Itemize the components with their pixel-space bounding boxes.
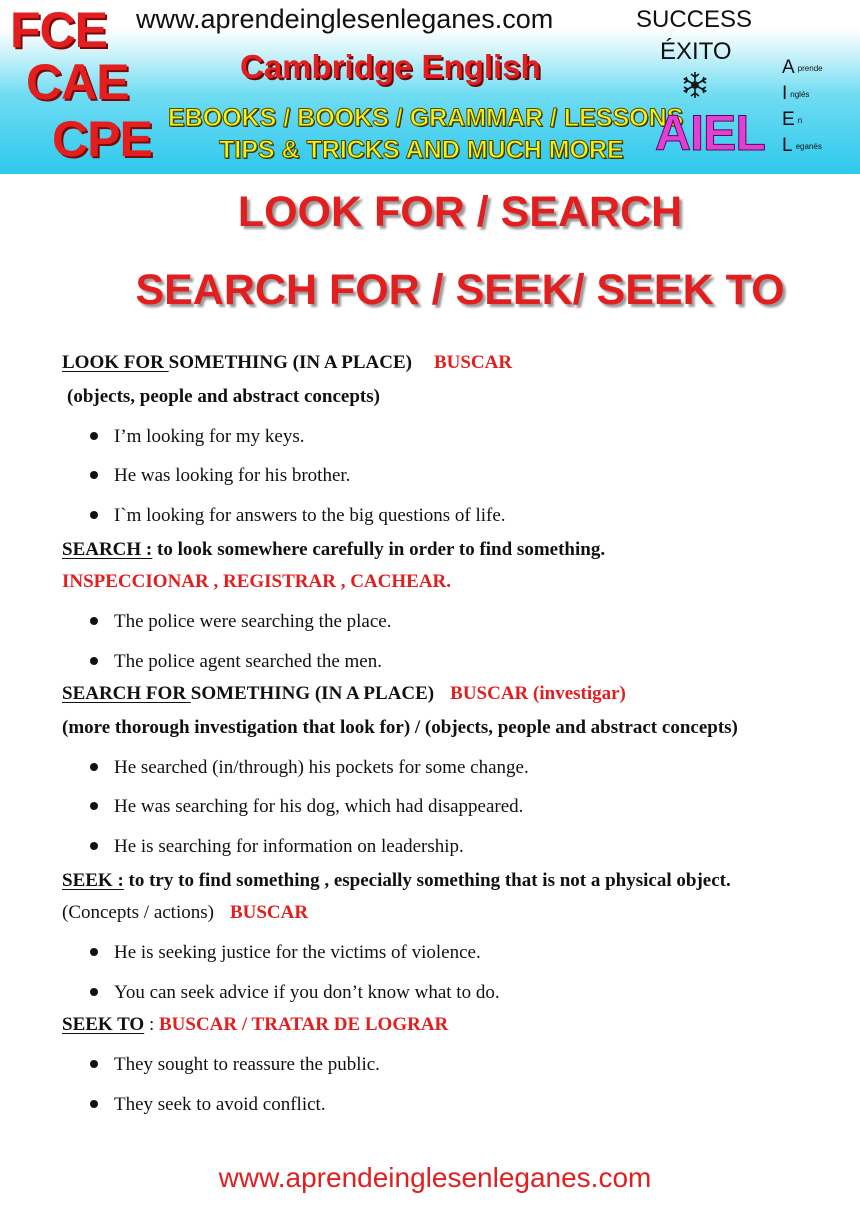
list-item: They seek to avoid conflict. xyxy=(90,1095,326,1114)
list-item: I’m looking for my keys. xyxy=(90,427,305,446)
search-for-note: (more thorough investigation that look for) / (objects, people and abstract concepts) xyxy=(62,717,738,738)
page-subtitle: SEARCH FOR / SEEK/ SEEK TO xyxy=(135,266,785,314)
cambridge-english-title: Cambridge English xyxy=(240,48,541,85)
list-item: I`m looking for answers to the big questions of life. xyxy=(90,506,506,525)
list-item: You can seek advice if you don’t know what to do. xyxy=(90,983,500,1002)
list-item: He is searching for information on leadership. xyxy=(90,837,464,856)
list-item: He is seeking justice for the victims of violence. xyxy=(90,943,481,962)
search-for-heading: SEARCH FOR SOMETHING (IN A PLACE) BUSCAR (investigar) xyxy=(62,683,626,704)
banner-tagline-2: TIPS & TRICKS AND MUCH MORE xyxy=(219,136,624,164)
search-heading: SEARCH : to look somewhere carefully in order to find something. xyxy=(62,539,606,560)
list-item: He was searching for his dog, which had disappeared. xyxy=(90,797,523,816)
exam-cpe-label: CPE xyxy=(52,111,152,167)
seek-heading: SEEK : to try to find something , especially something that is not a physical object. xyxy=(62,870,731,891)
acronym-line: Aprende xyxy=(782,57,823,78)
header-banner xyxy=(0,0,860,174)
snowflake-icon xyxy=(680,70,710,100)
acronym-line: Inglés xyxy=(782,83,810,104)
look-for-heading: LOOK FOR SOMETHING (IN A PLACE) BUSCAR xyxy=(62,352,513,373)
list-item: They sought to reassure the public. xyxy=(90,1055,380,1074)
exam-cae-label: CAE xyxy=(26,54,129,110)
seek-note: (Concepts / actions) BUSCAR xyxy=(62,902,309,923)
acronym-line: En xyxy=(782,109,803,130)
look-for-note: (objects, people and abstract concepts) xyxy=(67,386,380,407)
footer-website-link[interactable]: www.aprendeinglesenleganes.com xyxy=(218,1162,652,1193)
list-item: The police agent searched the men. xyxy=(90,652,382,671)
acronym-line: Leganés xyxy=(782,135,822,156)
exito-label: ÉXITO xyxy=(660,38,732,65)
seek-to-heading: SEEK TO : BUSCAR / TRATAR DE LOGRAR xyxy=(62,1014,449,1035)
aiel-logo: AIEL xyxy=(655,105,765,161)
list-item: The police were searching the place. xyxy=(90,612,391,631)
banner-website: www.aprendeinglesenleganes.com xyxy=(136,4,554,34)
list-item: He was looking for his brother. xyxy=(90,466,350,485)
list-item: He searched (in/through) his pockets for some change. xyxy=(90,758,529,777)
success-label: SUCCESS xyxy=(636,6,753,33)
exam-fce-label: FCE xyxy=(10,2,107,58)
banner-tagline-1: EBOOKS / BOOKS / GRAMMAR / LESSONS xyxy=(168,104,684,132)
search-translation: INSPECCIONAR , REGISTRAR , CACHEAR. xyxy=(62,571,452,592)
page-title: LOOK FOR / SEARCH xyxy=(237,188,683,236)
